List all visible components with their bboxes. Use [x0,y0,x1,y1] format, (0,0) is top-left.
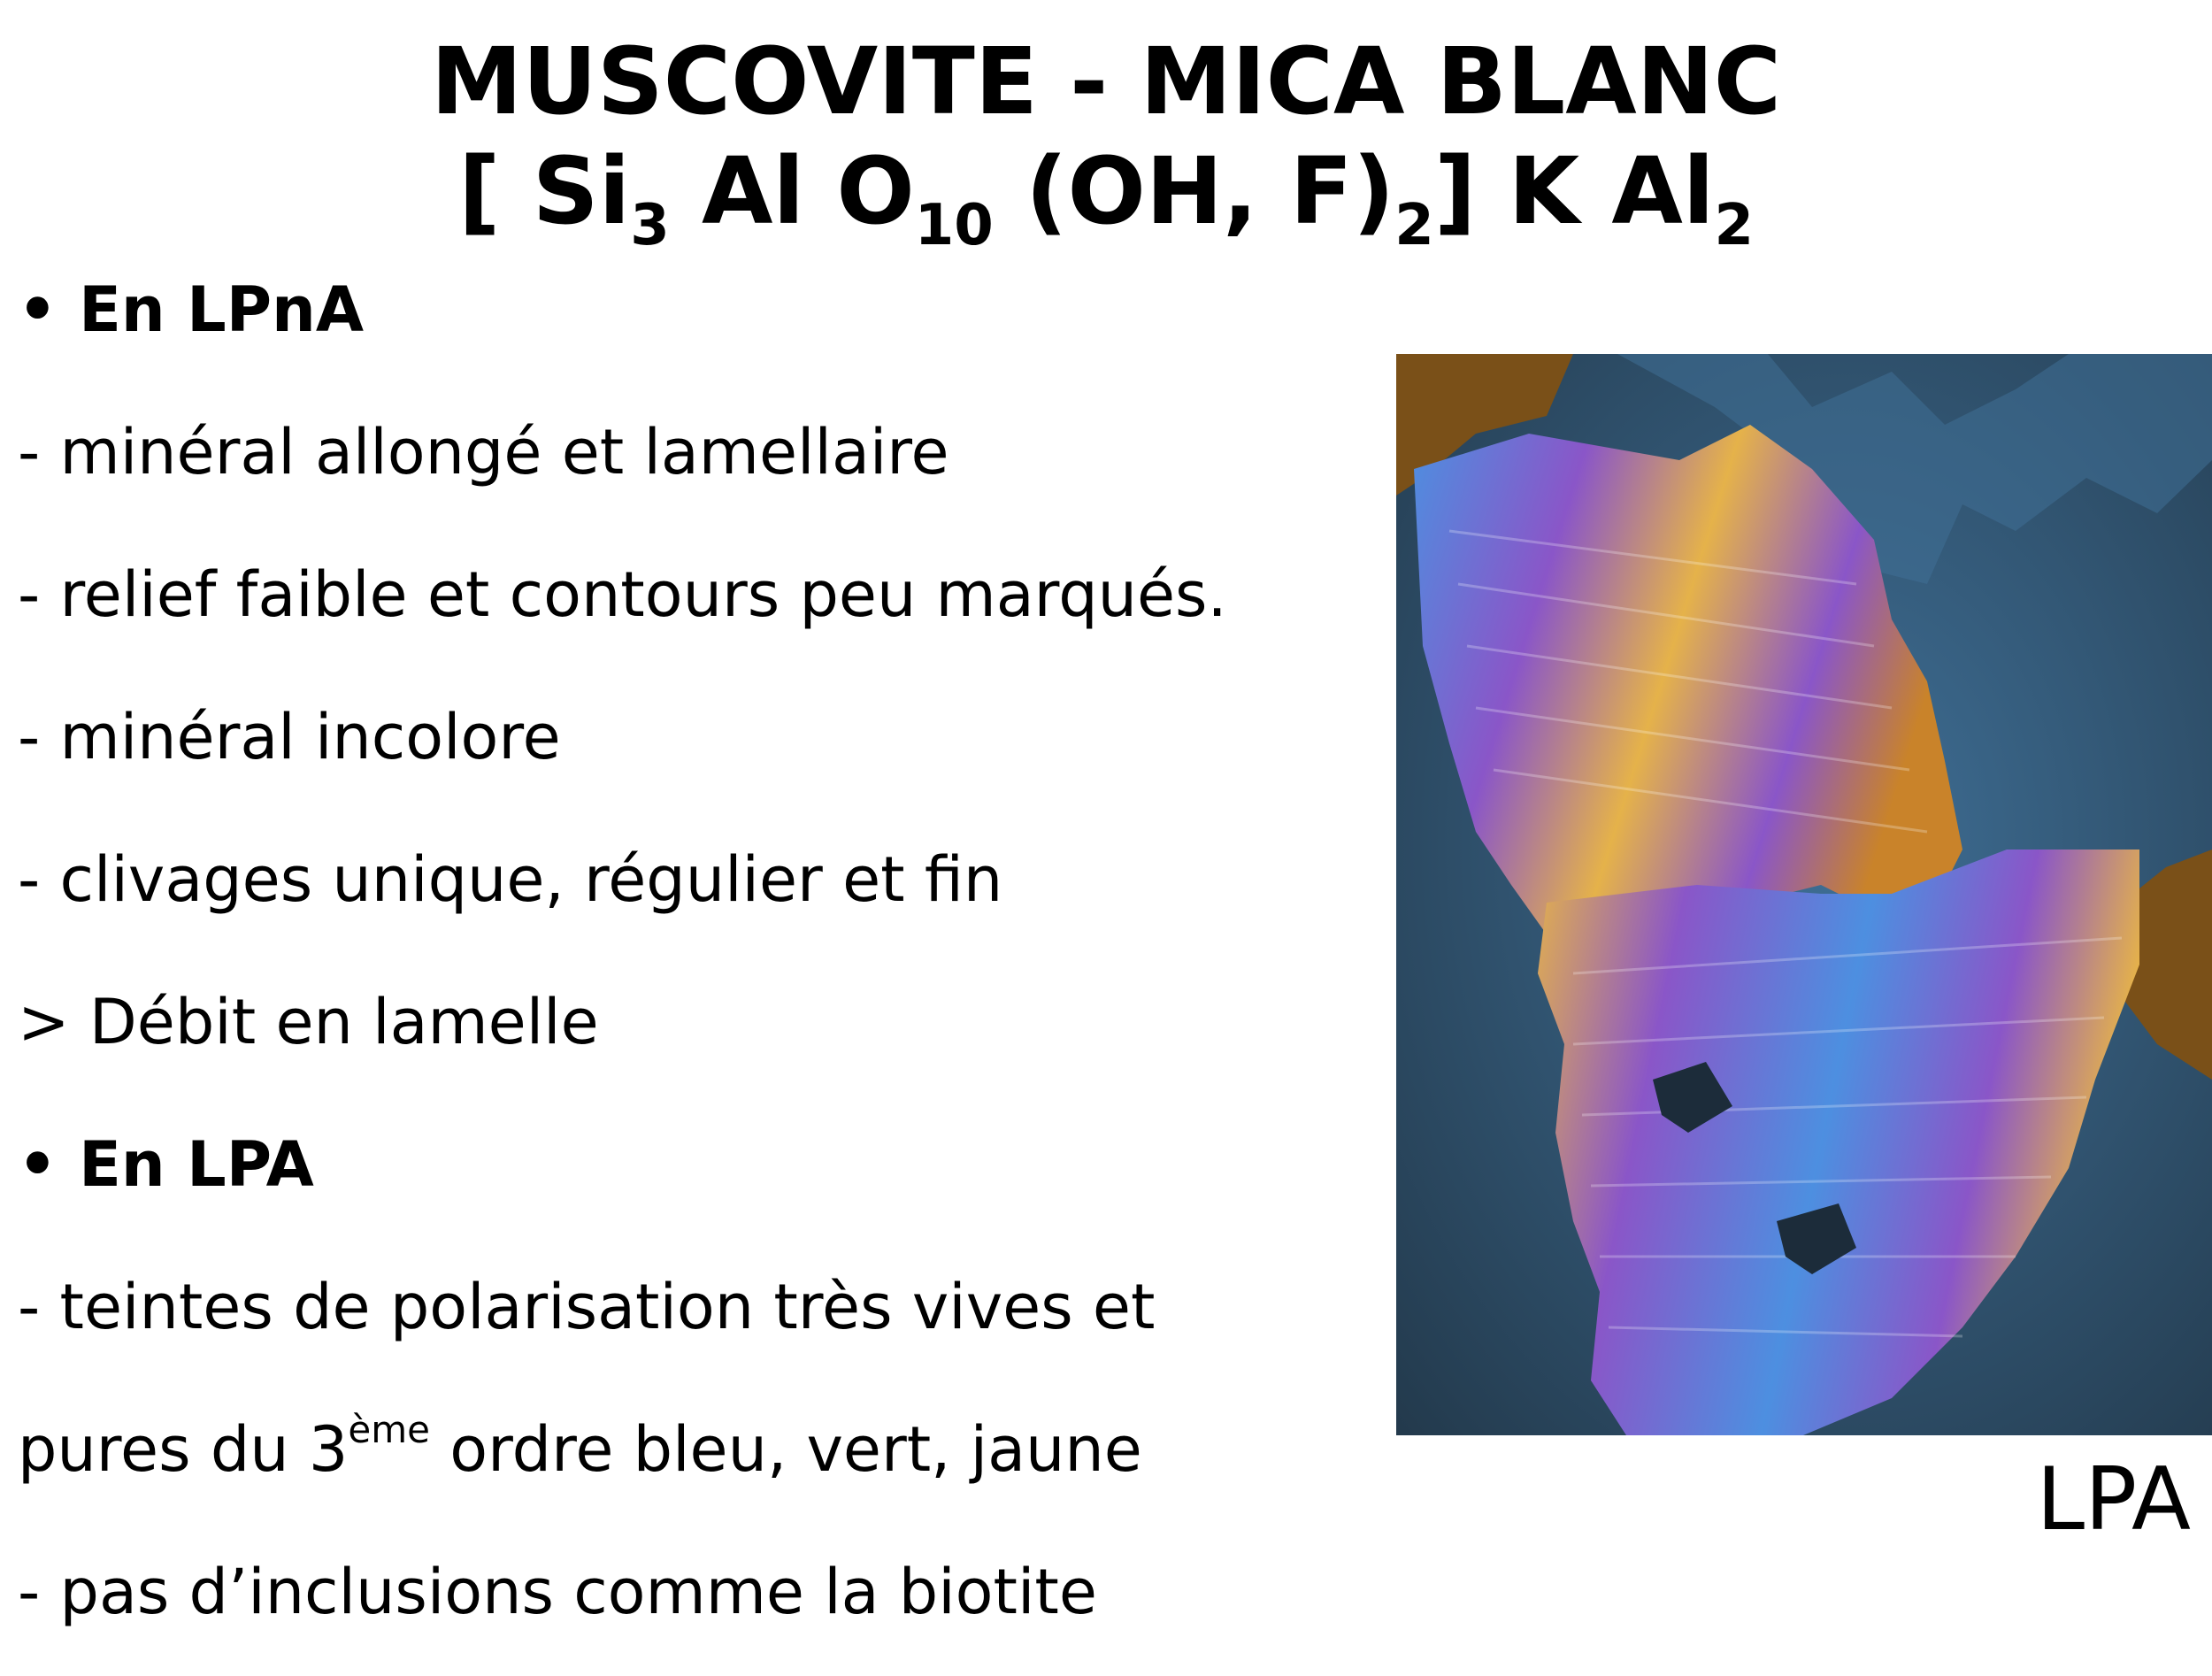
title-mineral-name: MUSCOVITE - MICA BLANC [430,27,1782,135]
lpa-item-text: ordre bleu, vert, jaune [430,1413,1142,1486]
formula-subscript: 2 [1714,193,1755,258]
formula-subscript: 2 [1394,193,1434,258]
formula-part: [ Si [457,137,631,245]
micrograph-illustration [1396,354,2212,1435]
ordinal-superscript: ème [348,1408,431,1451]
lpa-item: - pas d’inclusions comme la biotite [18,1556,1097,1628]
lpna-item: - clivages unique, régulier et fin [18,843,1003,916]
lpna-item: - minéral allongé et lamellaire [18,416,949,488]
formula-part: ] K Al [1433,137,1715,245]
lpa-item: - teintes de polarisation très vives et [18,1271,1156,1343]
section-heading-lpna: • En LPnA [18,273,365,346]
slide-title [0,27,2212,258]
formula-part: (OH, F) [993,137,1395,245]
lpna-item: > Débit en lamelle [18,986,599,1058]
title-chemical-formula [0,136,2212,258]
lpa-item-text: pures du 3 [18,1413,349,1486]
micrograph-photo [1396,354,2212,1435]
formula-subscript: 3 [630,193,670,258]
photo-caption: LPA [2036,1449,2191,1550]
section-heading-lpa: • En LPA [18,1128,314,1201]
formula-subscript: 10 [914,193,994,258]
lpna-item: - minéral incolore [18,701,561,773]
formula-part: Al O [669,137,915,245]
description-list [18,265,1398,1676]
lpa-item [18,1405,1398,1548]
lpna-item: - relief faible et contours peu marqués. [18,558,1227,631]
